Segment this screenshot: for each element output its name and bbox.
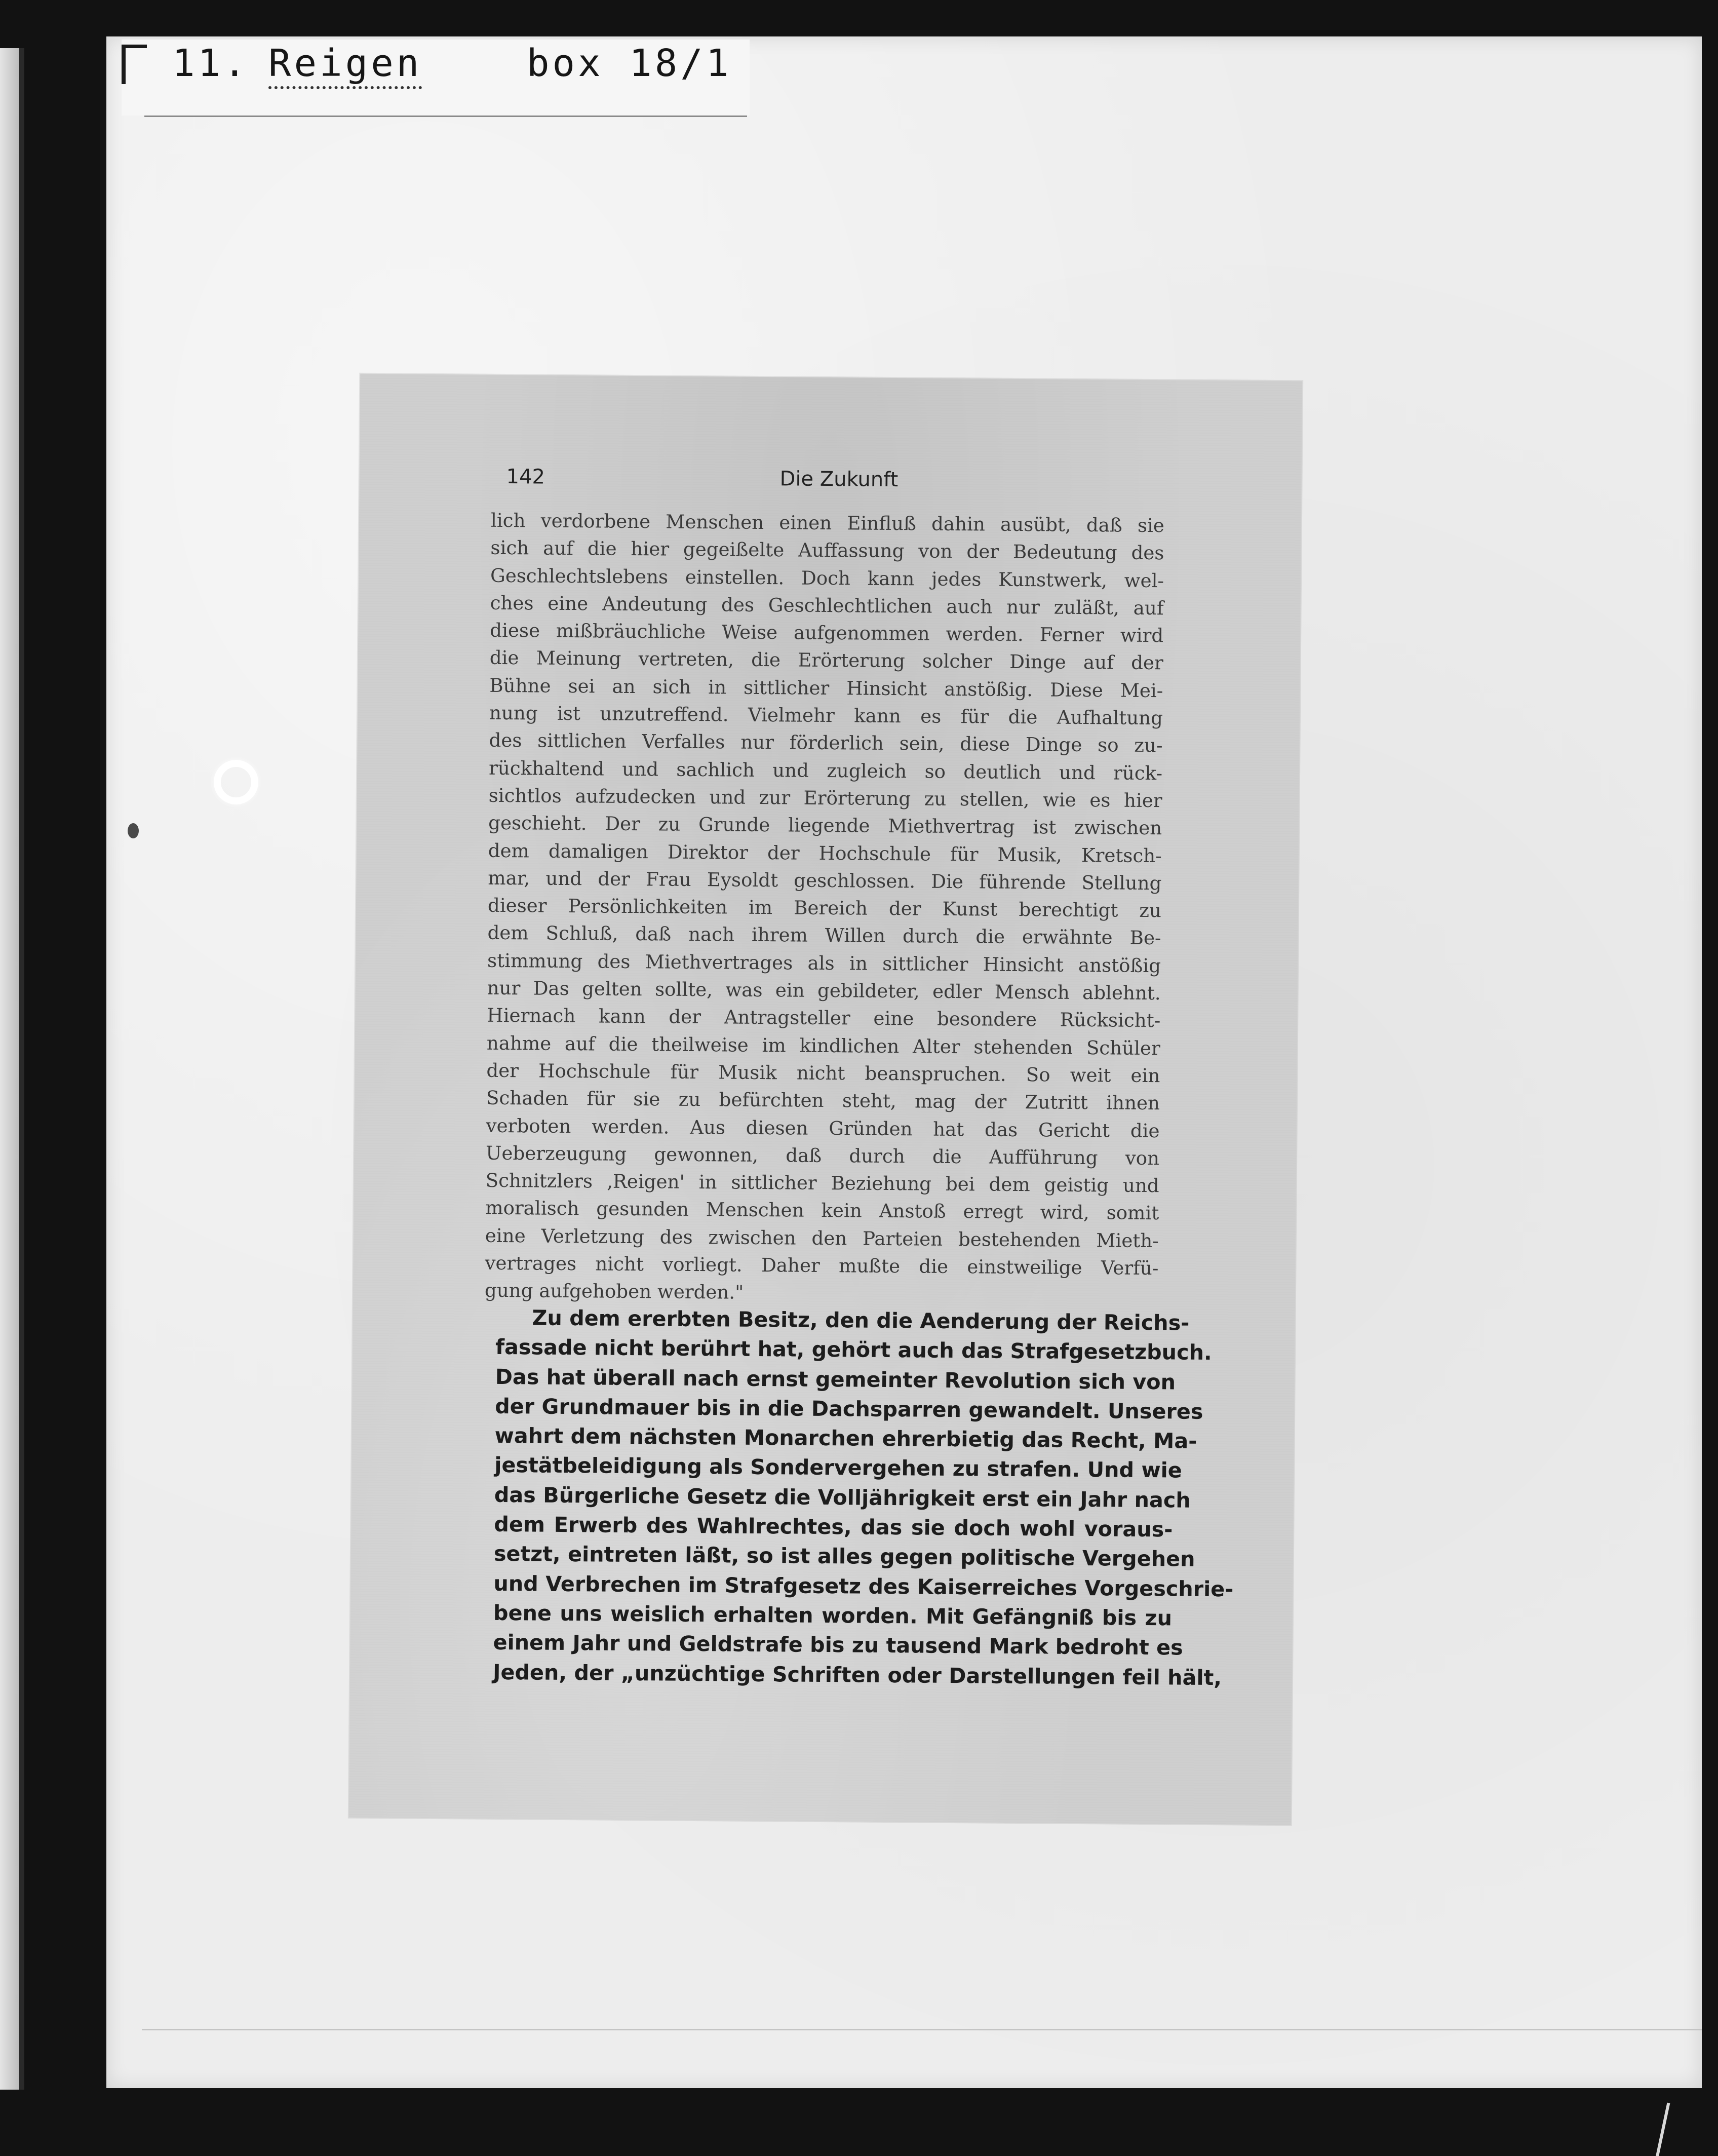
text-line: eine Verletzung des zwischen den Parteien bestehenden Mieth- <box>485 1224 1159 1252</box>
editorial-text <box>492 1303 1234 1692</box>
catalogue-box: box 18/1 <box>527 42 732 85</box>
mount-frame-line <box>142 2029 1702 2034</box>
adjacent-sheet-shadow <box>19 48 24 2090</box>
text-line: nahme auf die theilweise im kindlichen Alter stehenden Schüler <box>486 1031 1160 1059</box>
text-line: Ueberzeugung gewonnen, daß durch die Aufführung von <box>485 1141 1160 1170</box>
text-line: diese mißbräuchliche Weise aufgenommen werden. Ferner wird <box>490 619 1164 647</box>
label-bracket-mark-top <box>122 45 147 48</box>
text-line: der Grundmauer bis in die Dachsparren gewandelt. Unseres <box>495 1394 1203 1424</box>
text-line: das Bürgerliche Gesetz die Volljährigkeit erst ein Jahr nach <box>494 1482 1191 1513</box>
text-line: bene uns weislich erhalten worden. Mit Gefängniß bis zu <box>493 1600 1173 1631</box>
text-line: die Meinung vertreten, die Erörterung solcher Dinge auf der <box>489 646 1163 674</box>
text-line: und Verbrechen im Strafgesetz des Kaiserreiches Vorgeschrie- <box>493 1571 1234 1602</box>
text-line: Das hat überall nach ernst gemeinter Revolution sich von <box>495 1364 1176 1395</box>
text-line: dem damaligen Direktor der Hochschule für Musik, Kretsch- <box>488 839 1162 867</box>
text-line: dem Schluß, daß nach ihrem Willen durch die erwähnte Be- <box>487 921 1161 949</box>
text-line: geschieht. Der zu Grunde liegende Miethvertrag ist zwischen <box>488 812 1162 839</box>
text-line: dieser Persönlichkeiten im Bereich der Kunst berechtigt zu <box>487 894 1162 922</box>
text-line: fassade nicht berührt hat, gehört auch das Strafgesetzbuch. <box>495 1335 1212 1365</box>
text-line: sichtlos aufzudecken und zur Erörterung zu stellen, wie es hier <box>488 784 1162 812</box>
catalogue-title: Reigen <box>268 42 422 89</box>
pencil-mark <box>1656 2103 1670 2156</box>
text-line: rückhaltend und sachlich und zugleich so deutlich und rück- <box>488 756 1163 784</box>
text-line: sich auf die hier gegeißelte Auffassung von der Bedeutung des <box>490 536 1164 564</box>
label-bracket-mark <box>122 45 126 84</box>
label-underline <box>144 115 747 117</box>
quoted-court-text <box>485 507 1164 1310</box>
text-line: nur Das gelten sollte, was ein gebildeter, edler Mensch ablehnt. <box>487 976 1161 1005</box>
ink-spot <box>128 823 139 838</box>
text-line: dem Erwerb des Wahlrechtes, das sie doch wohl voraus- <box>494 1512 1173 1542</box>
text-line: Geschlechtslebens einstellen. Doch kann jedes Kunstwerk, wel- <box>490 564 1164 592</box>
text-line: stimmung des Miethvertrages als in sittlicher Hinsicht anstößig <box>487 949 1161 977</box>
text-line: der Hochschule für Musik nicht beanspruchen. So weit ein <box>486 1059 1160 1087</box>
text-line: lich verdorbene Menschen einen Einfluß dahin ausübt, daß sie <box>490 509 1165 537</box>
page-number: 142 <box>506 465 545 489</box>
text-line: einem Jahr und Geldstrafe bis zu tausend Mark bedroht es <box>493 1630 1183 1660</box>
text-line: setzt, eintreten läßt, so ist alles gegen politische Vergehen <box>493 1542 1195 1572</box>
text-line: moralisch gesunden Menschen kein Anstoß erregt wird, somit <box>485 1197 1159 1224</box>
text-line: Jeden, der „unzüchtige Schriften oder Darstellungen feil hält, <box>492 1660 1222 1690</box>
text-line: mar, und der Frau Eysoldt geschlossen. Die führende Stellung <box>488 866 1162 895</box>
text-line: Hiernach kann der Antragsteller eine besondere Rücksicht- <box>487 1004 1161 1032</box>
text-line: des sittlichen Verfalles nur förderlich sein, diese Dinge so zu- <box>489 729 1163 757</box>
text-line: verboten werden. Aus diesen Gründen hat das Gericht die <box>486 1114 1160 1142</box>
newspaper-clipping <box>349 374 1302 1825</box>
text-line: Bühne sei an sich in sittlicher Hinsicht anstößig. Diese Mei- <box>489 674 1163 702</box>
text-line: Schnitzlers ‚Reigen' in sittlicher Beziehung bei dem geistig und <box>485 1169 1159 1197</box>
text-line: nung ist unzutreffend. Vielmehr kann es für die Aufhaltung <box>489 701 1163 729</box>
adjacent-sheet-edge <box>0 48 19 2090</box>
text-line: Schaden für sie zu befürchten steht, mag der Zutritt ihnen <box>486 1086 1160 1114</box>
text-line: Zu dem ererbten Besitz, den die Aenderung der Reichs- <box>495 1305 1190 1335</box>
punch-hole-ring-mark <box>214 760 258 804</box>
text-line: gung aufgehoben werden." <box>484 1279 744 1304</box>
running-title: Die Zukunft <box>779 467 899 492</box>
text-line: vertrages nicht vorliegt. Daher mußte die einstweilige Verfü- <box>485 1251 1159 1280</box>
text-line: ches eine Andeutung des Geschlechtlichen auch nur zuläßt, auf <box>490 591 1164 620</box>
text-line: jestätbeleidigung als Sondervergehen zu strafen. Und wie <box>494 1453 1182 1483</box>
catalogue-number: 11. <box>172 42 249 85</box>
text-line: wahrt dem nächsten Monarchen ehrerbietig das Recht, Ma- <box>494 1423 1197 1453</box>
